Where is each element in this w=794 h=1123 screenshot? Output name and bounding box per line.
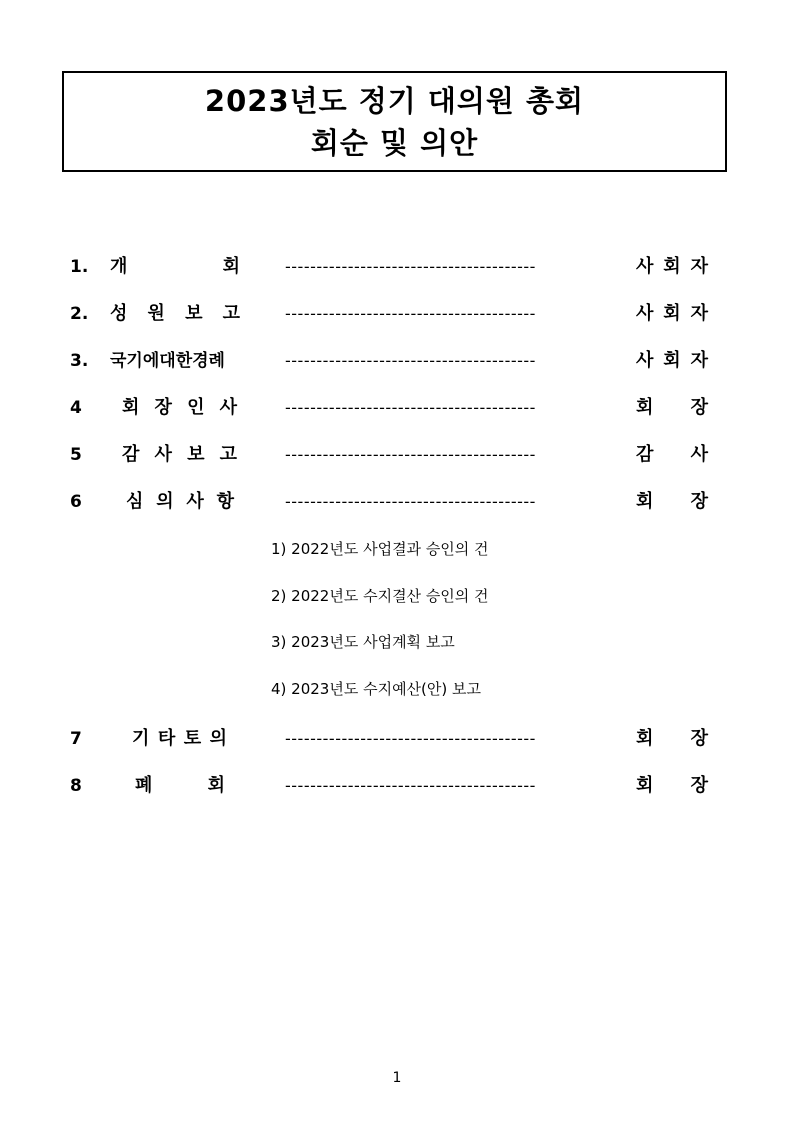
agenda-item-5 [0, 440, 794, 470]
agenda-item-7 [0, 724, 794, 754]
item-number: 2. [70, 304, 89, 324]
label-char: 성 [110, 303, 128, 324]
label-char: 보 [187, 444, 205, 465]
label-char: 고 [219, 444, 237, 465]
item-responsible [636, 252, 708, 282]
item-label [110, 346, 250, 376]
agenda-subitem: 3) 2023년도 사업계획 보고 [271, 633, 455, 651]
agenda-item-8 [0, 771, 794, 801]
responsible-char: 회 [663, 256, 681, 277]
responsible-char: 사 [636, 256, 654, 277]
responsible-char: 회 [636, 775, 654, 796]
responsible-char: 회 [663, 303, 681, 324]
agenda-subitem: 4) 2023년도 수지예산(안) 보고 [271, 680, 481, 698]
label-char: 토 [183, 728, 202, 749]
dash-leader: ---------------------------------------- [285, 257, 536, 276]
item-responsible [636, 771, 708, 801]
responsible-char: 자 [690, 256, 708, 277]
item-responsible [636, 724, 708, 754]
agenda-subitem: 2) 2022년도 수지결산 승인의 건 [271, 587, 489, 605]
label-char: 회 [122, 397, 140, 418]
responsible-char: 사 [636, 303, 654, 324]
responsible-char: 사 [690, 444, 708, 465]
responsible-char: 장 [690, 491, 708, 512]
label-char: 폐 [135, 775, 153, 796]
item-responsible [636, 487, 708, 517]
responsible-char: 사 [636, 350, 654, 371]
responsible-char: 감 [636, 444, 654, 465]
label-char: 사 [219, 397, 237, 418]
item-number: 3. [70, 351, 89, 371]
label-char: 장 [154, 397, 172, 418]
item-number: 7 [70, 729, 82, 749]
item-responsible [636, 393, 708, 423]
label-char: 기 [132, 728, 150, 749]
item-responsible [636, 440, 708, 470]
item-responsible [636, 346, 708, 376]
label-char: 감 [122, 444, 140, 465]
item-responsible [636, 299, 708, 329]
item-label [132, 724, 227, 754]
agenda-item-1 [0, 252, 794, 282]
label-char: 사 [154, 444, 172, 465]
label-char: 타 [157, 728, 176, 749]
document-title: 2023년도 정기 대의원 총회 [204, 83, 585, 118]
responsible-char: 회 [663, 350, 681, 371]
agenda-subitem: 1) 2022년도 사업결과 승인의 건 [271, 540, 489, 558]
dash-leader: ---------------------------------------- [285, 729, 536, 748]
agenda-item-2 [0, 299, 794, 329]
responsible-char: 장 [690, 728, 708, 749]
agenda-item-6 [0, 487, 794, 517]
label-char: 인 [187, 397, 205, 418]
label-char: 항 [216, 491, 234, 512]
title-box [62, 71, 727, 172]
responsible-char: 자 [690, 303, 708, 324]
item-number: 5 [70, 445, 82, 465]
label-char: 회 [207, 775, 225, 796]
label-char: 의 [156, 491, 174, 512]
label-char: 사 [186, 491, 204, 512]
responsible-char: 회 [636, 397, 654, 418]
responsible-char: 자 [690, 350, 708, 371]
agenda-item-4 [0, 393, 794, 423]
item-label [122, 440, 237, 470]
item-number: 1. [70, 257, 89, 277]
page-number: 1 [392, 1070, 402, 1086]
label-char: 보 [185, 303, 203, 324]
dash-leader: ---------------------------------------- [285, 351, 536, 370]
responsible-char: 회 [636, 728, 654, 749]
label-char: 국기에대한경례 [110, 351, 225, 371]
label-char: 의 [209, 728, 227, 749]
agenda-item-3 [0, 346, 794, 376]
item-label [135, 771, 225, 801]
label-char: 원 [147, 303, 165, 324]
item-label [110, 299, 240, 329]
dash-leader: ---------------------------------------- [285, 398, 536, 417]
dash-leader: ---------------------------------------- [285, 445, 536, 464]
label-char: 회 [222, 256, 240, 277]
label-char: 개 [110, 256, 128, 277]
item-number: 6 [70, 492, 82, 512]
dash-leader: ---------------------------------------- [285, 492, 536, 511]
item-label [110, 252, 240, 282]
item-number: 4 [70, 398, 82, 418]
document-subtitle: 회순 및 의안 [310, 125, 479, 160]
dash-leader: ---------------------------------------- [285, 304, 536, 323]
label-char: 심 [126, 491, 144, 512]
item-label [122, 393, 237, 423]
responsible-char: 장 [690, 397, 708, 418]
dash-leader: ---------------------------------------- [285, 776, 536, 795]
item-label [126, 487, 234, 517]
responsible-char: 장 [690, 775, 708, 796]
item-number: 8 [70, 776, 82, 796]
label-char: 고 [222, 303, 240, 324]
responsible-char: 회 [636, 491, 654, 512]
